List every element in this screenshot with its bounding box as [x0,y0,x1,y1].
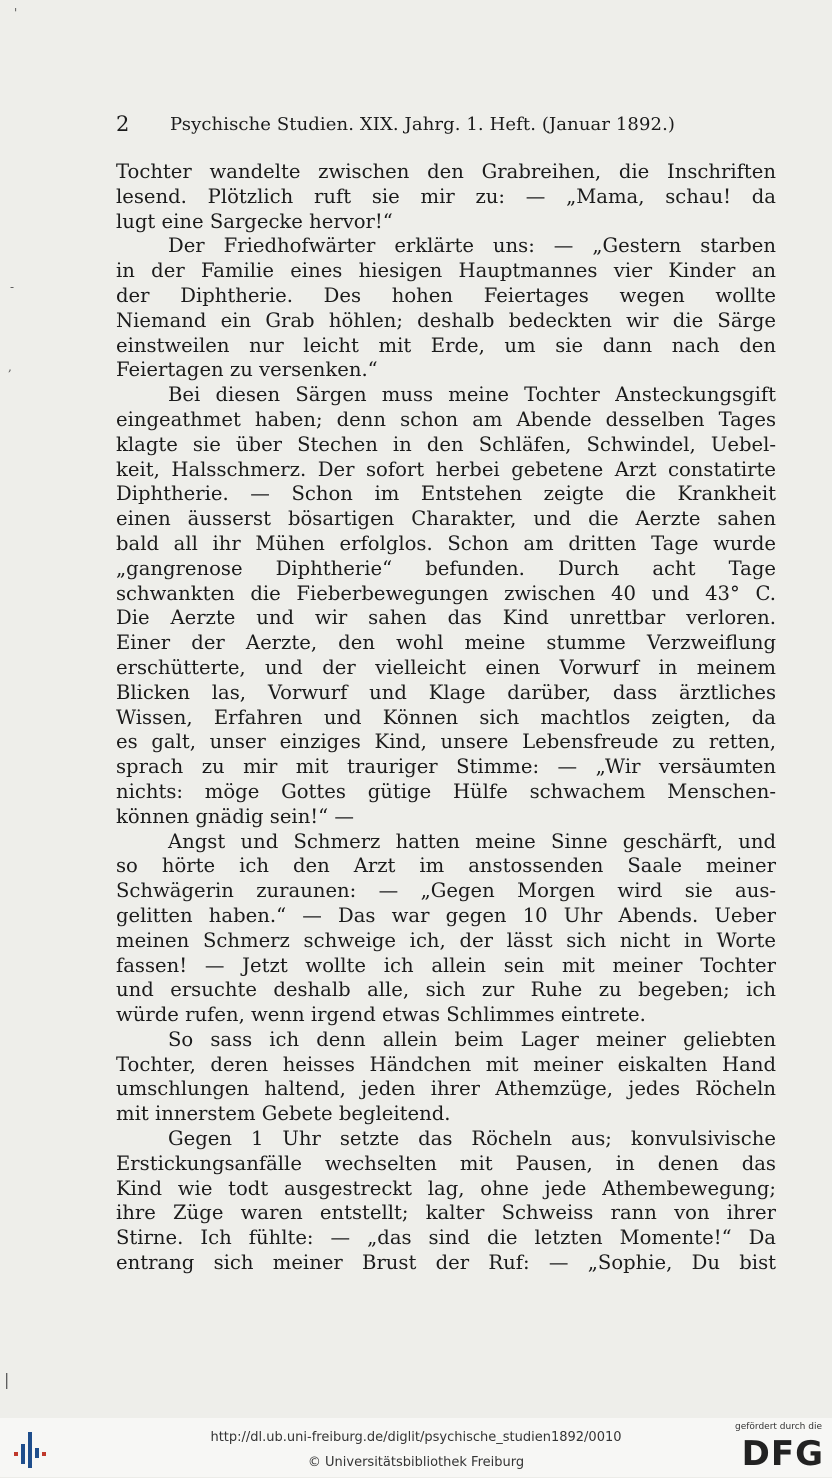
dfg-logo-text: DFG [741,1434,824,1474]
text-line: erschütterte, und der vielleicht einen Vorwurf in meinem [116,655,776,679]
text-line: gelitten haben.“ — Das war gegen 10 Uhr Abends. Ueber [116,903,776,927]
text-line: Blicken las, Vorwurf und Klage darüber, dass ärztliches [116,680,776,704]
text-line: lesend. Plötzlich ruft sie mir zu: — „Mama, schau! da [116,184,776,208]
copyright-notice: © Universitätsbibliothek Freiburg [307,1455,525,1470]
margin-mark: - [10,280,15,294]
text-line: ihre Züge waren entstellt; kalter Schweiss rann von ihrer [116,1201,776,1225]
text-line: es galt, unser einziges Kind, unsere Lebensfreude zu retten, [116,730,776,754]
text-line: Erstickungsanfälle wechselten mit Pausen, in denen das [116,1151,776,1175]
text-line: Stirne. Ich fühlte: — „das sind die letzten Momente!“ Da [116,1226,776,1250]
text-line: fassen! — Jetzt wollte ich allein sein mit meiner Tochter [116,953,776,977]
text-line: würde rufen, wenn irgend etwas Schlimmes eintrete. [116,1003,646,1027]
text-line: Bei diesen Särgen muss meine Tochter Ansteckungsgift [168,383,776,407]
text-line: entrang sich meiner Brust der Ruf: — „Sophie, Du bist [116,1251,776,1275]
footer-bar [0,1418,832,1477]
text-line: „gangrenose Diphtherie“ befunden. Durch acht Tage [116,556,776,580]
running-title: Psychische Studien. XIX. Jahrg. 1. Heft. (Januar 1892.) [170,114,676,135]
text-line: Tochter wandelte zwischen den Grabreihen, die Inschriften [116,160,776,183]
text-line: Angst und Schmerz hatten meine Sinne geschärft, und [168,829,776,853]
margin-mark: | [4,1370,10,1389]
text-line: Die Aerzte und wir sahen das Kind unrettbar verloren. [116,606,776,630]
dfg-logo[interactable] [730,1422,826,1474]
text-line: meinen Schmerz schweige ich, der lässt sich nicht in Worte [116,928,776,952]
page-url-link[interactable]: http://dl.ub.uni-freiburg.de/diglit/psychische_studien1892/0010 [210,1430,622,1445]
text-line: so hörte ich den Arzt im anstossenden Saale meiner [116,854,776,878]
text-line: Der Friedhofwärter erklärte uns: — „Gestern starben [168,234,776,258]
text-line: umschlungen haltend, jeden ihrer Athemzüge, jedes Röcheln [116,1077,776,1101]
text-line: der Diphtherie. Des hohen Feiertages wegen wollte [116,283,776,307]
text-line: können gnädig sein!“ — [116,804,355,828]
funding-note: gefördert durch die [735,1422,822,1432]
text-line: sprach zu mir mit trauriger Stimme: — „Wir versäumten [116,755,776,779]
text-line: Niemand ein Grab höhlen; deshalb bedeckten wir die Särge [116,308,776,332]
text-line: keit, Halsschmerz. Der sofort herbei gebetene Arzt constatirte [116,457,776,481]
margin-mark: ' [14,6,18,20]
text-line: Schwägerin zuraunen: — „Gegen Morgen wird sie aus- [116,879,776,903]
text-line: Feiertagen zu versenken.“ [116,358,378,382]
text-line: lugt eine Sargecke hervor!“ [116,209,393,233]
text-line: eingeathmet haben; denn schon am Abende desselben Tages [116,407,776,431]
text-line: schwankten die Fieberbewegungen zwischen 40 und 43° C. [116,581,776,605]
text-line: Wissen, Erfahren und Können sich machtlos zeigten, da [116,705,776,729]
text-line: in der Familie eines hiesigen Hauptmannes vier Kinder an [116,259,776,283]
text-line: und ersuchte deshalb alle, sich zur Ruhe zu begeben; ich [116,978,776,1002]
margin-mark: , [8,360,12,374]
text-line: einen äusserst bösartigen Charakter, und die Aerzte sahen [116,507,776,531]
text-line: nichts: möge Gottes gütige Hülfe schwachem Menschen- [116,779,776,803]
text-line: einstweilen nur leicht mit Erde, um sie dann nach den [116,333,776,357]
body-text [116,160,776,1276]
text-line: klagte sie über Stechen in den Schläfen, Schwindel, Uebel- [116,432,776,456]
text-line: Kind wie todt ausgestreckt lag, ohne jede Athembewegung; [116,1176,776,1200]
text-line: mit innerstem Gebete begleitend. [116,1102,451,1126]
text-line: Diphtherie. — Schon im Entstehen zeigte die Krankheit [116,482,776,506]
page-number: 2 [116,112,130,136]
text-line: Tochter, deren heisses Händchen mit meiner eiskalten Hand [116,1052,776,1076]
text-line: Gegen 1 Uhr setzte das Röcheln aus; konvulsivische [168,1127,776,1151]
text-line: bald all ihr Mühen erfolglos. Schon am dritten Tage wurde [116,531,776,555]
text-line: So sass ich denn allein beim Lager meiner geliebten [168,1027,776,1051]
text-line: Einer der Aerzte, den wohl meine stumme Verzweiflung [116,631,776,655]
